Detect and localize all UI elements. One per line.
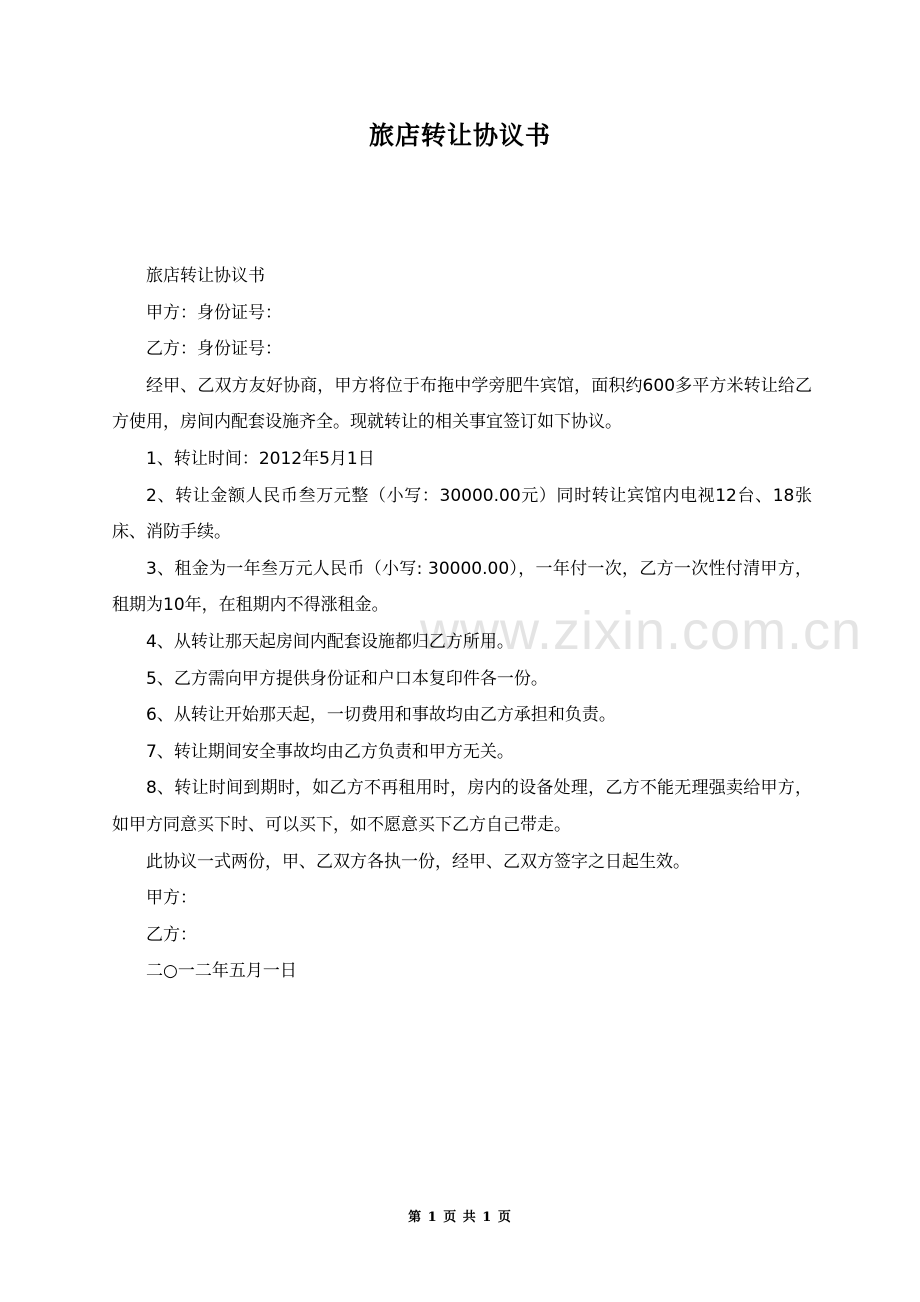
paragraph-heading: 旅店转让协议书 [146, 266, 265, 286]
clause-5: 5、乙方需向甲方提供身份证和户口本复印件各一份。 [146, 668, 548, 689]
clause-1: 1、转让时间：2012年5月1日 [146, 448, 375, 469]
paragraph-intro: 经甲、乙双方友好协商，甲方将位于布拖中学旁肥牛宾馆，面积约600多平方米转让给乙方使用，房间内配套设施齐全。现就转让的相关事宜签订如下协议。 [112, 375, 812, 433]
paragraph-effective: 此协议一式两份，甲、乙双方各执一份，经甲、乙双方签字之日起生效。 [146, 851, 690, 872]
document-body [112, 258, 812, 990]
watermark: www.zixin.com.cn [420, 601, 863, 661]
page-title: 旅店转让协议书 [368, 121, 551, 150]
clause-8: 8、转让时间到期时，如乙方不再租用时，房内的设备处理，乙方不能无理强卖给甲方，如甲方同意买下时、可以买下，如不愿意买下乙方自己带走。 [112, 778, 812, 835]
signature-party-b: 乙方： [146, 924, 197, 945]
clause-6: 6、从转让开始那天起，一切费用和事故均由乙方承担和负责。 [146, 705, 616, 726]
paragraph-party-a-id: 甲方：身份证号： [146, 302, 282, 323]
paragraph-party-b-id: 乙方：身份证号： [146, 339, 282, 360]
clause-4: 4、从转让那天起房间内配套设施都归乙方所用。 [146, 631, 514, 652]
clause-7: 7、转让期间安全事故均由乙方负责和甲方无关。 [146, 741, 514, 762]
clause-2: 2、转让金额人民币叁万元整（小写：30000.00元）同时转让宾馆内电视12台、18张床、消防手续。 [112, 485, 812, 543]
signature-date: 二○一二年五月一日 [146, 961, 297, 982]
page-footer: 第 1 页 共 1 页 [408, 1210, 512, 1225]
signature-party-a: 甲方： [146, 888, 197, 909]
clause-3: 3、租金为一年叁万元人民币（小写: 30000.00），一年付一次，乙方一次性付清甲方，租期为10年，在租期内不得涨租金。 [112, 558, 812, 616]
